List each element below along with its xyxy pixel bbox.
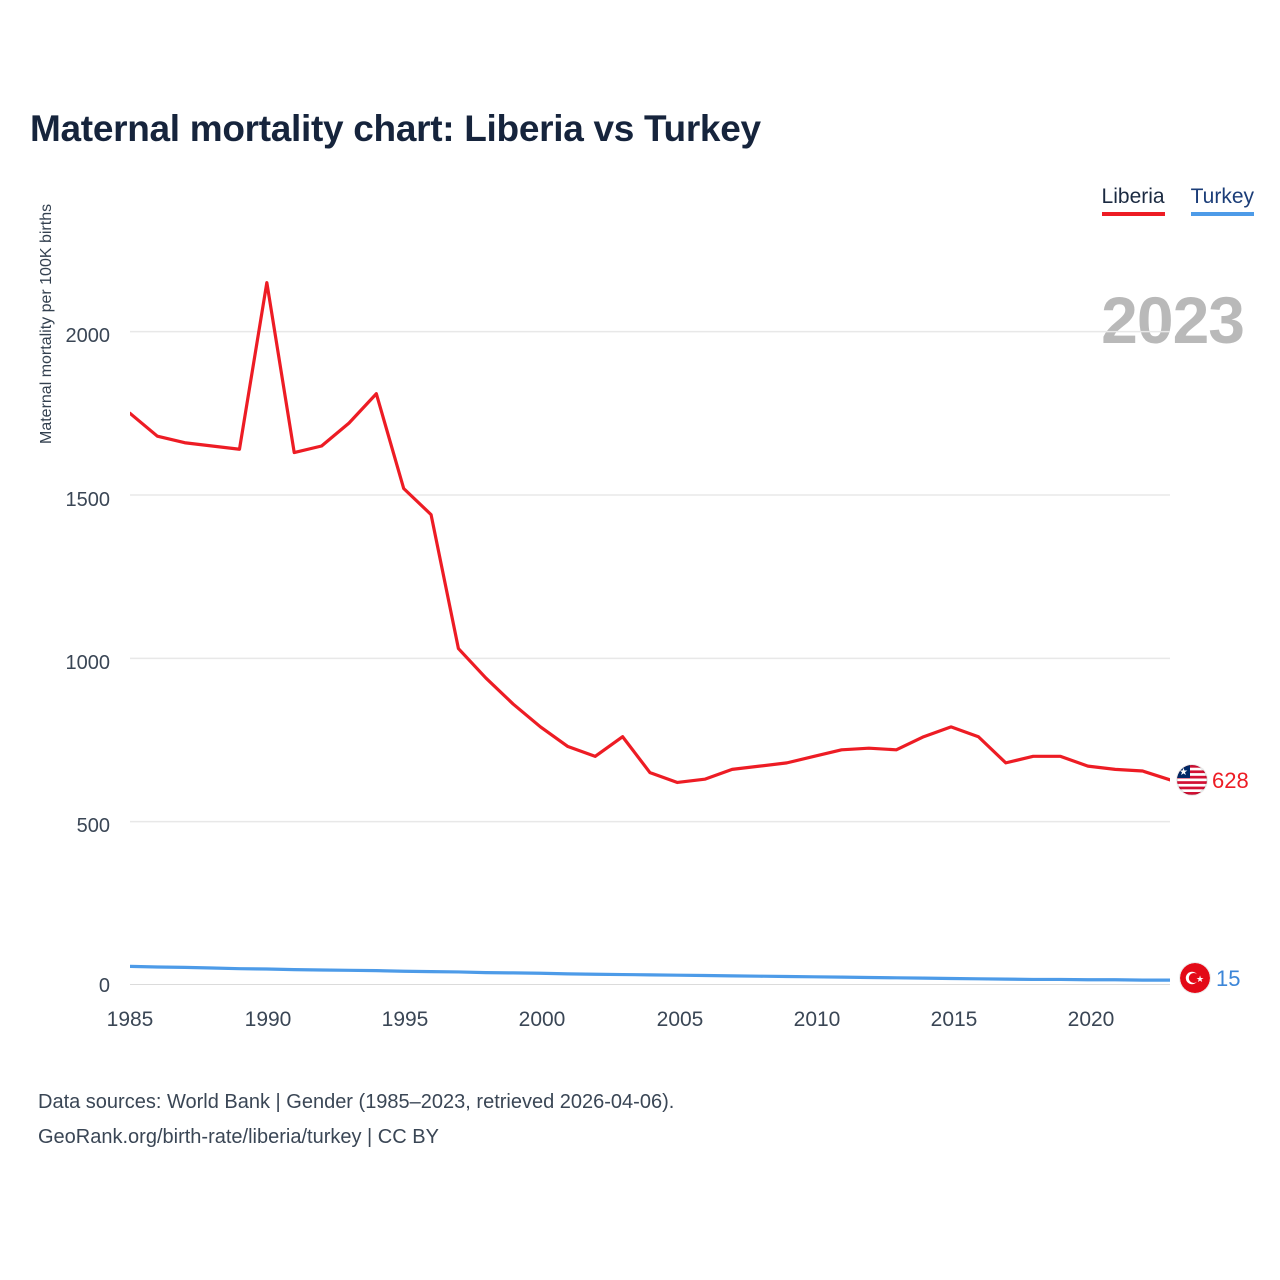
legend-item-turkey[interactable]: Turkey bbox=[1191, 186, 1254, 216]
x-tick-2020: 2020 bbox=[1067, 1008, 1115, 1031]
footer-line-1: Data sources: World Bank | Gender (1985–2023, retrieved 2026-04-06). bbox=[38, 1091, 675, 1113]
end-value-liberia: 628 bbox=[1212, 768, 1249, 793]
x-tick-2005: 2005 bbox=[656, 1008, 704, 1031]
end-value-turkey: 15 bbox=[1216, 966, 1241, 991]
flag-icon-turkey bbox=[1180, 963, 1210, 993]
x-tick-1995: 1995 bbox=[381, 1008, 429, 1031]
flag-icon-liberia bbox=[1177, 765, 1207, 795]
plot-area bbox=[130, 250, 1170, 985]
chart-legend bbox=[1102, 186, 1254, 216]
y-tick-500: 500 bbox=[76, 815, 110, 837]
x-tick-1985: 1985 bbox=[106, 1008, 154, 1031]
series-line-liberia bbox=[130, 283, 1170, 783]
y-axis-label bbox=[38, 203, 62, 444]
year-badge: 2023 bbox=[1101, 283, 1244, 357]
page-title: Maternal mortality chart: Liberia vs Turkey bbox=[30, 108, 761, 149]
x-tick-2000: 2000 bbox=[518, 1008, 566, 1031]
svg-text:★: ★ bbox=[1195, 975, 1205, 985]
gridlines bbox=[130, 332, 1170, 985]
y-tick-1000: 1000 bbox=[65, 652, 110, 674]
x-tick-2015: 2015 bbox=[930, 1008, 978, 1031]
legend-item-liberia[interactable]: Liberia bbox=[1102, 186, 1165, 216]
footer-line-2: GeoRank.org/birth-rate/liberia/turkey | CC BY bbox=[38, 1126, 439, 1148]
y-tick-1500: 1500 bbox=[65, 489, 110, 511]
x-tick-1990: 1990 bbox=[244, 1008, 292, 1031]
y-tick-2000: 2000 bbox=[65, 325, 110, 347]
series-line-turkey bbox=[130, 966, 1170, 980]
y-axis-label-text: Maternal mortality per 100K births bbox=[38, 203, 55, 444]
svg-text:★: ★ bbox=[1179, 767, 1188, 778]
x-tick-2010: 2010 bbox=[793, 1008, 841, 1031]
y-tick-0: 0 bbox=[98, 975, 110, 997]
chart-svg bbox=[130, 250, 1170, 985]
footer bbox=[38, 1085, 674, 1155]
